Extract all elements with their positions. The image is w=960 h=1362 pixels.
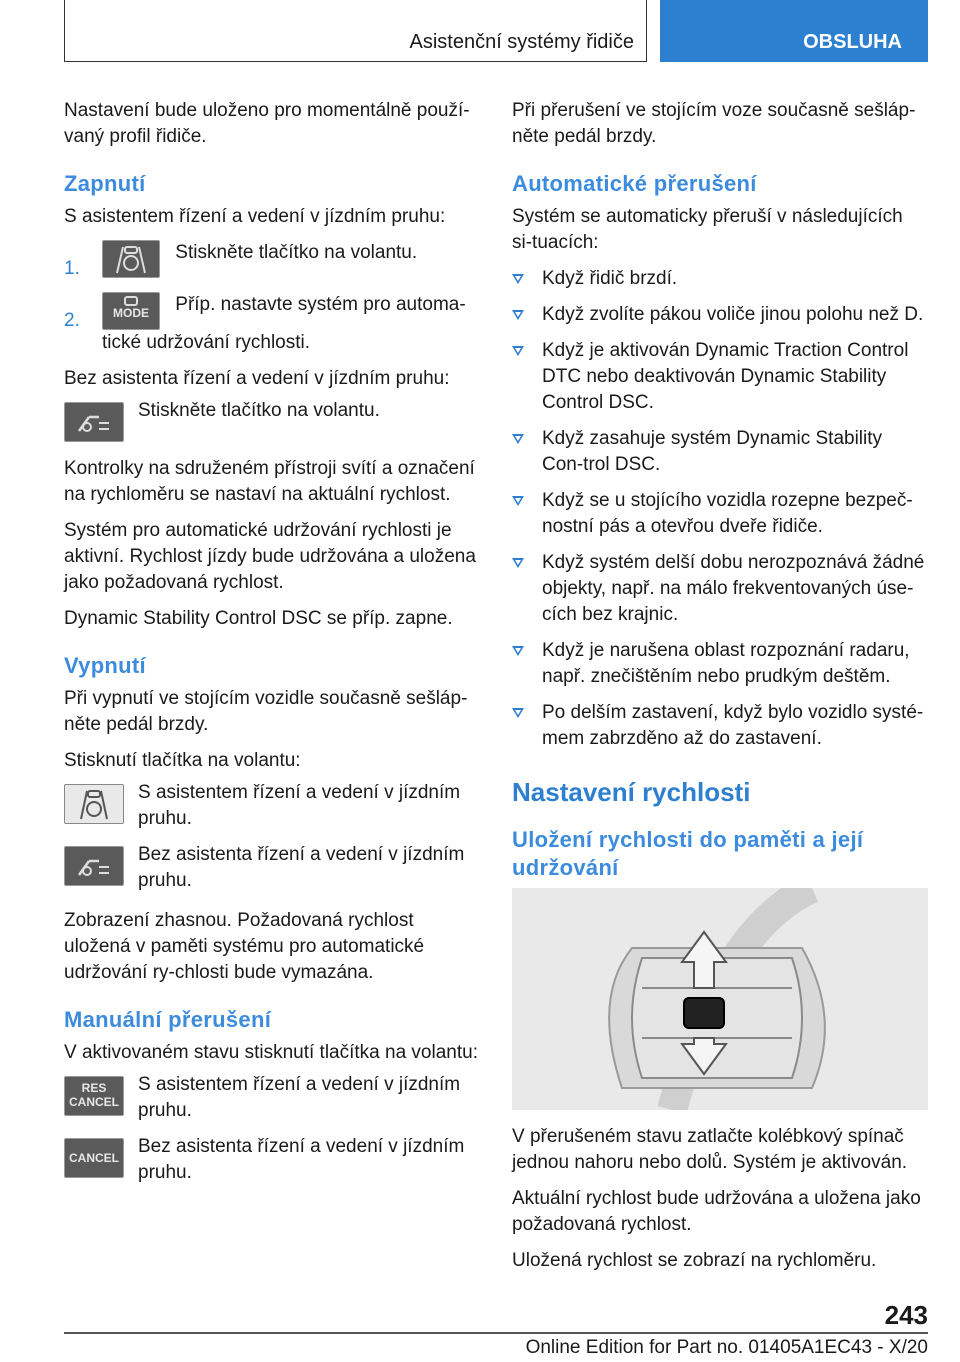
intro-paragraph: Nastavení bude uloženo pro momentálně použí-vaný profil řidiče. xyxy=(64,100,470,147)
list-item xyxy=(512,302,928,328)
steering-wheel-photo xyxy=(512,888,928,1110)
left-column xyxy=(64,98,480,1200)
step-2-text: Příp. nastavte systém pro automa-tické udržování rychlosti. xyxy=(102,294,466,353)
icon-row-zap xyxy=(64,402,480,442)
triangle-bullet-icon xyxy=(512,646,524,656)
speed-paragraph-1: V přerušeném stavu zatlačte kolébkový spínač jednou nahoru nebo dolů. Systém je aktivován. xyxy=(512,1126,908,1173)
man-icon-2-text: Bez asistenta řízení a vedení v jízdním pruhu. xyxy=(138,1136,465,1183)
list-item-text: Když systém delší dobu nerozpoznává žádné objekty, např. na málo frekventovaných úse-cích bez krajnic. xyxy=(542,552,925,625)
list-item-text: Když zvolíte pákou voliče jinou polohu než D. xyxy=(542,304,924,325)
step-2 xyxy=(64,292,480,356)
chapter-tab: OBSLUHA xyxy=(660,0,928,62)
list-item xyxy=(512,338,928,416)
heading-zapnuti: Zapnutí xyxy=(64,171,146,196)
header-box xyxy=(64,0,647,62)
list-item xyxy=(512,266,928,292)
step-1 xyxy=(64,240,480,282)
list-item xyxy=(512,700,928,752)
zapnuti-paragraph-4: Systém pro automatické udržování rychlosti je aktivní. Rychlost jízdy bude udržována a uložena jako požadovaná rychlost. xyxy=(64,520,476,593)
heading-vypnuti: Vypnutí xyxy=(64,653,146,678)
vypnuti-paragraph-3: Zobrazení zhasnou. Požadovaná rychlost uložená v paměti systému pro automatické udržování ry-chlosti bude vymazána. xyxy=(64,910,425,983)
manual-paragraph-1: V aktivovaném stavu stisknutí tlačítka na volantu: xyxy=(64,1042,478,1063)
step-1-number: 1. xyxy=(64,258,80,279)
res-cancel-button-icon xyxy=(64,1076,124,1116)
speed-paragraph-2: Aktuální rychlost bude udržována a uložena jako požadovaná rychlost. xyxy=(512,1188,921,1235)
icon-row-vyp-2 xyxy=(64,846,480,894)
steering-assist-icon xyxy=(102,240,160,278)
icon-row-vyp-1 xyxy=(64,784,480,832)
step-2-number: 2. xyxy=(64,310,80,331)
icon-row-man-2 xyxy=(64,1138,480,1186)
cruise-control-icon xyxy=(64,846,124,886)
edition-footer: Online Edition for Part no. 01405A1EC43 - X/20 xyxy=(525,1337,928,1358)
auto-paragraph: Systém se automaticky přeruší v následujících si-tuacích: xyxy=(512,206,903,253)
triangle-bullet-icon xyxy=(512,496,524,506)
mode-label: MODE xyxy=(113,306,149,320)
triangle-bullet-icon xyxy=(512,708,524,718)
list-item-text: Když se u stojícího vozidla rozepne bezpeč-nostní pás a otevřou dveře řidiče. xyxy=(542,490,913,537)
triangle-bullet-icon xyxy=(512,274,524,284)
page-header xyxy=(64,0,928,64)
page-number: 243 xyxy=(884,1300,928,1330)
right-column xyxy=(512,98,928,1284)
vyp-icon-1-text: S asistentem řízení a vedení v jízdním pruhu. xyxy=(138,782,461,829)
speed-paragraph-3: Uložená rychlost se zobrazí na rychloměru. xyxy=(512,1250,877,1271)
zapnuti-paragraph-5: Dynamic Stability Control DSC se příp. zapne. xyxy=(64,608,453,629)
cancel-label: CANCEL xyxy=(69,1095,119,1109)
section-title: Asistenční systémy řidiče xyxy=(409,31,634,53)
vypnuti-paragraph-2: Stisknutí tlačítka na volantu: xyxy=(64,750,301,771)
list-item xyxy=(512,638,928,690)
heading-speed: Nastavení rychlosti xyxy=(512,777,751,807)
vypnuti-paragraph-1: Při vypnutí ve stojícím vozidle současně sešláp-něte pedál brzdy. xyxy=(64,688,468,735)
step-1-text: Stiskněte tlačítko na volantu. xyxy=(175,242,418,263)
triangle-bullet-icon xyxy=(512,434,524,444)
list-item xyxy=(512,488,928,540)
list-item xyxy=(512,550,928,628)
cruise-control-icon xyxy=(64,402,124,442)
heading-auto: Automatické přerušení xyxy=(512,171,757,196)
right-top-paragraph: Při přerušení ve stojícím voze současně sešláp-něte pedál brzdy. xyxy=(512,100,916,147)
cancel-button-icon xyxy=(64,1138,124,1178)
icon-row-man-1 xyxy=(64,1076,480,1124)
heading-store-speed: Uložení rychlosti do paměti a její udržování xyxy=(512,827,864,880)
zap-icon-text: Stiskněte tlačítko na volantu. xyxy=(138,400,380,421)
auto-bullet-list xyxy=(512,266,928,752)
triangle-bullet-icon xyxy=(512,346,524,356)
mode-button-icon xyxy=(102,292,160,330)
zapnuti-paragraph-1: S asistentem řízení a vedení v jízdním pruhu: xyxy=(64,206,446,227)
triangle-bullet-icon xyxy=(512,558,524,568)
res-label: RES xyxy=(81,1081,107,1095)
list-item-text: Když je narušena oblast rozpoznání radaru, např. znečištěním nebo prudkým deštěm. xyxy=(542,640,910,687)
zapnuti-paragraph-3: Kontrolky na sdruženém přístroji svítí a označení na rychloměru se nastaví na aktuální rychlost. xyxy=(64,458,475,505)
heading-manual: Manuální přerušení xyxy=(64,1007,272,1032)
man-icon-1-text: S asistentem řízení a vedení v jízdním pruhu. xyxy=(138,1074,461,1121)
cancel-label: CANCEL xyxy=(69,1151,119,1165)
list-item-text: Když je aktivován Dynamic Traction Control DTC nebo deaktivován Dynamic Stability Control DSC. xyxy=(542,340,909,413)
list-item-text: Když zasahuje systém Dynamic Stability Con-trol DSC. xyxy=(542,428,883,475)
triangle-bullet-icon xyxy=(512,310,524,320)
steering-assist-icon xyxy=(64,784,124,824)
vyp-icon-2-text: Bez asistenta řízení a vedení v jízdním pruhu. xyxy=(138,844,465,891)
list-item-text: Když řidič brzdí. xyxy=(542,268,678,289)
footer-divider xyxy=(64,1332,928,1334)
list-item xyxy=(512,426,928,478)
zapnuti-paragraph-2: Bez asistenta řízení a vedení v jízdním pruhu: xyxy=(64,368,450,389)
list-item-text: Po delším zastavení, když bylo vozidlo systé-mem zabrzděno až do zastavení. xyxy=(542,702,924,749)
